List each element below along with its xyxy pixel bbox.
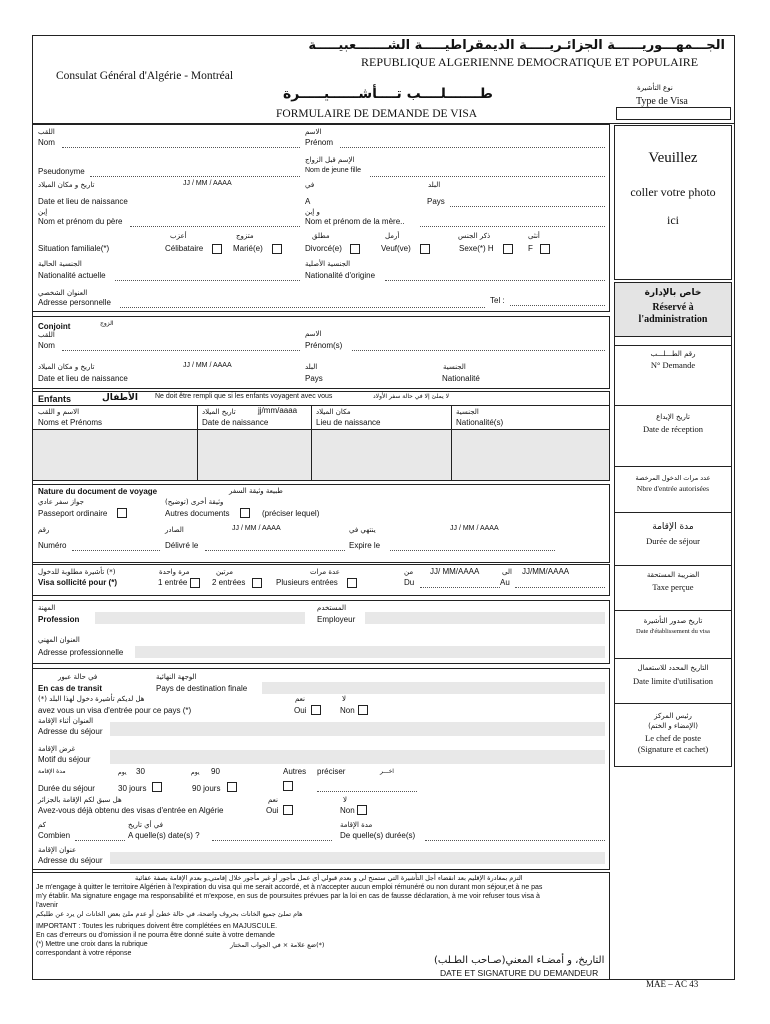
admin-sep-1 bbox=[614, 345, 732, 346]
date-lieu-label: Date et lieu de naissance bbox=[38, 197, 128, 206]
col-nat: Nationalité(s) bbox=[456, 418, 504, 427]
sexe-ar: ذكر الجنس bbox=[458, 232, 491, 240]
doc-pass: Passeport ordinaire bbox=[38, 509, 108, 518]
conjoint-nat: Nationalité bbox=[442, 374, 480, 383]
enfants-title: Enfants bbox=[38, 394, 72, 404]
conjoint-pays-ar: البلد bbox=[305, 363, 318, 371]
form-title: FORMULAIRE DE DEMANDE DE VISA bbox=[276, 108, 478, 120]
deja-label: Avez-vous déjà obtenu des visas d'entrée en Algérie bbox=[38, 806, 224, 815]
conjoint-prenom-line[interactable] bbox=[352, 350, 605, 351]
conjoint-nat-ar: الجنسية bbox=[443, 363, 466, 371]
pseudonyme-line[interactable] bbox=[90, 176, 300, 177]
jour30-ar: يوم bbox=[118, 769, 127, 776]
oui-ar: نعم bbox=[295, 695, 305, 703]
admin-duree-ar: مدة الإقامة bbox=[652, 522, 694, 532]
nat-origine-label: Nationalité d'origine bbox=[305, 271, 376, 280]
non2-label: Non bbox=[340, 806, 355, 815]
admin-ar: خاص بالإدارة bbox=[644, 288, 702, 298]
sexe-f-checkbox[interactable] bbox=[540, 244, 550, 254]
deja-ar: هل سبق لكم الإقامة بالجزائر bbox=[38, 796, 122, 804]
col-date-fmt: jj/mm/aaaa bbox=[258, 406, 298, 415]
pays-line[interactable] bbox=[450, 206, 605, 207]
important-1: IMPORTANT : Toutes les rubriques doivent être complétées en MAJUSCULE. bbox=[36, 923, 278, 930]
admin-sep-3 bbox=[614, 466, 732, 467]
combien-ar: كم bbox=[38, 821, 46, 829]
oui2-ar: نعم bbox=[268, 796, 278, 804]
visa-sollicite: Visa sollicité pour (*) bbox=[38, 578, 117, 587]
doc-num: Numéro bbox=[38, 541, 67, 550]
duree-label: Durée du séjour bbox=[38, 784, 95, 793]
admin-sep-4 bbox=[614, 512, 732, 513]
prenom-ar: الاسم bbox=[305, 128, 322, 136]
admin-recep-ar: تاريخ الإيداع bbox=[656, 413, 690, 421]
visa-une: 1 entrée bbox=[158, 578, 188, 587]
doc-preciser: (préciser lequel) bbox=[262, 509, 320, 518]
french-republic-title: REPUBLIQUE ALGERIENNE DEMOCRATIQUE ET POPULAIRE bbox=[361, 55, 699, 69]
mere-ar: و إبن bbox=[305, 208, 320, 216]
consulat-name: Consulat Général d'Algérie - Montréal bbox=[56, 70, 234, 82]
a-label: A bbox=[305, 197, 311, 206]
doc-date-fmt2: JJ / MM / AAAA bbox=[450, 525, 499, 532]
admin-taxe: Taxe perçue bbox=[652, 582, 694, 592]
nat-origine-ar: الجنسية الأصلية bbox=[305, 260, 351, 268]
motif-label: Motif du séjour bbox=[38, 755, 91, 764]
jours90: 90 jours bbox=[192, 784, 221, 793]
conjoint-prenom-ar: الاسم bbox=[305, 330, 322, 338]
conjoint-date-fmt: JJ / MM / AAAA bbox=[183, 362, 232, 369]
adresse-label: Adresse personnelle bbox=[38, 298, 111, 307]
admin-recep: Date de réception bbox=[643, 424, 703, 434]
col-noms: Noms et Prénoms bbox=[38, 418, 103, 427]
deja-non-checkbox[interactable] bbox=[357, 805, 367, 815]
visa-plus-ar: عدة مرات bbox=[310, 568, 340, 576]
adr-sejour-ar: العنوان أثناء الإقامة bbox=[38, 717, 94, 725]
divorce-label: Divorcé(e) bbox=[305, 244, 342, 253]
photo-line2: coller votre photo bbox=[630, 185, 716, 199]
nat-actuelle-label: Nationalité actuelle bbox=[38, 271, 106, 280]
admin-duree: Durée de séjour bbox=[646, 536, 700, 546]
visa-type-ar: نوع التأشيرة bbox=[637, 84, 673, 92]
marie-label: Marié(e) bbox=[233, 244, 263, 253]
celib-ar: أعزب bbox=[170, 232, 187, 240]
visa-type-field[interactable] bbox=[616, 107, 731, 120]
mere-label: Nom et prénom de la mère.. bbox=[305, 217, 405, 226]
doc-nature: Nature du document de voyage bbox=[38, 487, 158, 496]
admin-etab: Date d'établissement du visa bbox=[636, 628, 710, 635]
visa-plus: Plusieurs entrées bbox=[276, 578, 338, 587]
admin-chef2: (Signature et cachet) bbox=[637, 744, 709, 754]
employeur-field[interactable] bbox=[365, 612, 605, 624]
col-noms-ar: الاسم و اللقب bbox=[38, 408, 80, 416]
adr2-ar: عنوان الإقامة bbox=[38, 846, 77, 854]
celibataire-label: Célibataire bbox=[165, 244, 204, 253]
doc-pass-ar: جواز سفر عادي bbox=[38, 498, 84, 506]
nom-line[interactable] bbox=[62, 147, 300, 148]
engagement-ar2: هام تملئ جميع الخانات بحروف واضحة، في حالة خطئ أو عدم ملئ بعض الخانات لن يرد عن طلبكم bbox=[36, 910, 303, 918]
pseudonyme-label: Pseudonyme bbox=[38, 167, 85, 176]
visa-au: Au bbox=[500, 578, 510, 587]
combien-line[interactable] bbox=[75, 840, 125, 841]
nom-jeune-fille-label: Nom de jeune fille bbox=[305, 167, 362, 174]
q-visa: avez vous un visa d'entrée pour ce pays (*) bbox=[38, 706, 192, 715]
admin-chef-ar1: رئيس المركز bbox=[654, 712, 692, 720]
date-format: JJ / MM / AAAA bbox=[183, 180, 232, 187]
motif-ar: غرض الإقامة bbox=[38, 745, 76, 753]
doc-expire: Expire le bbox=[349, 541, 381, 550]
prof-label: Profession bbox=[38, 615, 80, 624]
doc-pass-checkbox[interactable] bbox=[117, 508, 127, 518]
visa-du: Du bbox=[404, 578, 415, 587]
jours30: 30 jours bbox=[118, 784, 147, 793]
conjoint-nom-ar: اللقب bbox=[38, 331, 55, 339]
doc-autres-checkbox[interactable] bbox=[240, 508, 250, 518]
jours30-checkbox[interactable] bbox=[152, 782, 162, 792]
visa-du-ar: من bbox=[404, 568, 414, 576]
visa-type-label: Type de Visa bbox=[636, 96, 688, 107]
conjoint-date-ar: تاريخ و مكان الميلاد bbox=[38, 363, 95, 371]
conjoint-pays: Pays bbox=[305, 374, 323, 383]
enfants-note: Ne doit être rempli que si les enfants voyagent avec vous bbox=[155, 393, 333, 400]
photo-box[interactable] bbox=[614, 125, 732, 280]
employeur-label: Employeur bbox=[317, 615, 356, 624]
enfants-sep bbox=[32, 405, 610, 406]
tel-label: Tel : bbox=[490, 296, 505, 305]
admin-sep-8 bbox=[614, 703, 732, 704]
admin-taxe-ar: الضريبة المستحقة bbox=[646, 571, 700, 579]
autre-ar: اخـــر bbox=[380, 768, 394, 775]
visa-au-fmt: JJ/MM/AAAA bbox=[522, 567, 570, 576]
transit-oui-checkbox[interactable] bbox=[311, 705, 321, 715]
fi-ar: في bbox=[305, 181, 315, 189]
deja-oui-checkbox[interactable] bbox=[283, 805, 293, 815]
admin-sep-6 bbox=[614, 610, 732, 611]
conjoint-nom: Nom bbox=[38, 341, 55, 350]
employeur-ar: المستخدم bbox=[317, 604, 347, 612]
visa-sollicite-ar: (*) تأشيرة مطلوبة للدخول bbox=[38, 568, 116, 576]
quelle-label: A quelle(s) date(s) ? bbox=[128, 831, 200, 840]
visa-plus-checkbox[interactable] bbox=[347, 578, 357, 588]
doc-autres-ar: وثيقة أخرى (توضيح) bbox=[165, 498, 224, 506]
quelle-duree-ar: مدة الإقامة bbox=[340, 821, 373, 829]
jour90-ar: يوم bbox=[191, 769, 200, 776]
sexe-h-checkbox[interactable] bbox=[503, 244, 513, 254]
important-2: En cas d'erreurs ou d'omission il ne pourra être donné suite à votre demande bbox=[36, 932, 275, 939]
form-title-ar: طـــــــلــــب تــــأشــــــيـــــرة bbox=[283, 86, 493, 102]
col-date: Date de naissance bbox=[202, 418, 269, 427]
conjoint-prenom: Prénom(s) bbox=[305, 341, 343, 350]
dest-label: Pays de destination finale bbox=[156, 684, 248, 693]
oui2-label: Oui bbox=[266, 806, 279, 815]
adr-sejour-label: Adresse du séjour bbox=[38, 727, 103, 736]
admin-chef-ar2: (الإمضاء و الختم) bbox=[648, 722, 698, 730]
preciser-label: préciser bbox=[317, 767, 346, 776]
nat-actuelle-line[interactable] bbox=[115, 280, 300, 281]
jours90-checkbox[interactable] bbox=[227, 782, 237, 792]
celibataire-checkbox[interactable] bbox=[212, 244, 222, 254]
dest-ar: الوجهة النهائية bbox=[156, 673, 197, 681]
engagement-ar: التزم بمغادرة الإقليم بعد انقضاء أجل التأشيرة التي ستمنح لي و بعدم قبولي أي عمل مأجور أو غير مأجور خلال إقامتي,و بعدم الإقامة بصفة عفائية bbox=[135, 874, 523, 882]
admin-limite: Date limite d'utilisation bbox=[633, 676, 713, 686]
doc-num-line[interactable] bbox=[72, 550, 160, 551]
veuf-label: Veuf(ve) bbox=[381, 244, 411, 253]
non2-ar: لا bbox=[343, 796, 347, 804]
adr2-label: Adresse du séjour bbox=[38, 856, 103, 865]
enfants-col-sep-2 bbox=[311, 405, 312, 481]
pere-ar: إبن bbox=[38, 208, 48, 216]
q-visa-ar: هل لديكم تأشيرة دخول لهذا البلد (*) bbox=[38, 695, 145, 703]
enfants-col-sep-3 bbox=[451, 405, 452, 481]
enfants-title-ar: الأطفال bbox=[102, 393, 138, 403]
dest-field[interactable] bbox=[262, 682, 605, 694]
conjoint-nom-line[interactable] bbox=[62, 350, 300, 351]
non-label: Non bbox=[340, 706, 355, 715]
duree-ar: مدة الإقامة bbox=[38, 768, 66, 775]
doc-autres: Autres documents bbox=[165, 509, 230, 518]
prof-field[interactable] bbox=[95, 612, 305, 624]
j30: 30 bbox=[136, 767, 145, 776]
autres-line[interactable] bbox=[317, 791, 417, 792]
col-lieu-ar: مكان الميلاد bbox=[316, 408, 351, 416]
adr-sejour-field[interactable] bbox=[110, 722, 605, 736]
adresse-ar: العنوان الشخصي bbox=[38, 289, 88, 297]
divorce-checkbox[interactable] bbox=[350, 244, 360, 254]
admin-fr2: l'administration bbox=[638, 314, 708, 325]
situation-familiale-label: Situation familiale(*) bbox=[38, 244, 110, 253]
engagement-fr1: Je m'engage à quitter le territoire Algérien à l'expiration du visa qui me serait accordé, et à n'accepter aucun emploi rémunéré ou non durant mon séjour,et à ne pas bbox=[36, 884, 543, 891]
visa-au-line[interactable] bbox=[515, 587, 605, 588]
marie-checkbox[interactable] bbox=[272, 244, 282, 254]
enfants-row-sep bbox=[32, 429, 610, 430]
visa-deux: 2 entrées bbox=[212, 578, 246, 587]
oui-label: Oui bbox=[294, 706, 307, 715]
adr-pro-ar: العنوان المهني bbox=[38, 636, 80, 644]
visa-deux-checkbox[interactable] bbox=[252, 578, 262, 588]
doc-deliv-ar: الصادر bbox=[165, 526, 184, 534]
adr2-field[interactable] bbox=[110, 852, 605, 864]
form-reference: MAE – AC 43 bbox=[646, 979, 699, 989]
nom-jeune-fille-ar: الإسم قبل الزواج bbox=[305, 156, 355, 164]
prenom-line[interactable] bbox=[340, 147, 605, 148]
admin-num: N° Demande bbox=[650, 360, 696, 370]
divorce-ar: مطلق bbox=[312, 232, 330, 240]
visa-une-ar: مرة واحدة bbox=[159, 568, 190, 576]
quelle-duree-line[interactable] bbox=[425, 840, 605, 841]
nat-origine-line[interactable] bbox=[385, 280, 605, 281]
enfants-col-sep-1 bbox=[197, 405, 198, 481]
transit-ar: في حالة عبور bbox=[58, 673, 98, 681]
admin-entrees: Nbre d'entrée autorisées bbox=[636, 484, 710, 493]
mere-line[interactable] bbox=[420, 226, 605, 227]
doc-date-fmt: JJ / MM / AAAA bbox=[232, 525, 281, 532]
transit-label: En cas de transit bbox=[38, 684, 103, 693]
f-ar: أنثى bbox=[528, 232, 540, 240]
doc-deliv-line[interactable] bbox=[205, 550, 345, 551]
signature-label: DATE ET SIGNATURE DU DEMANDEUR bbox=[440, 968, 599, 978]
admin-chef1: Le chef de poste bbox=[645, 733, 701, 743]
important-3-ar: (*)ضع علامة × في الجواب المختار bbox=[230, 941, 325, 949]
veuf-checkbox[interactable] bbox=[420, 244, 430, 254]
doc-num-ar: رقم bbox=[38, 526, 50, 534]
admin-entrees-ar: عدد مرات الدخول المرخصة bbox=[635, 474, 711, 482]
transit-non-checkbox[interactable] bbox=[358, 705, 368, 715]
date-lieu-ar: تاريخ و مكان الميلاد bbox=[38, 181, 95, 189]
important-4: correspondant à votre réponse bbox=[36, 950, 132, 957]
admin-sep-2 bbox=[614, 405, 732, 406]
col-lieu: Lieu de naissance bbox=[316, 418, 381, 427]
autres-label: Autres bbox=[283, 767, 307, 776]
doc-nature-ar: طبيعة وثيقة السفر bbox=[229, 487, 283, 495]
doc-deliv: Délivré le bbox=[165, 541, 199, 550]
sexe-f-label: F bbox=[528, 244, 533, 253]
non-ar: لا bbox=[342, 695, 346, 703]
col-date-ar: تاريخ الميلاد bbox=[202, 408, 236, 416]
visa-deux-ar: مرتين bbox=[216, 568, 234, 576]
admin-num-ar: رقم الطـــلـــب bbox=[650, 350, 696, 358]
visa-au-ar: الى bbox=[502, 568, 512, 576]
admin-sep-5 bbox=[614, 565, 732, 566]
prof-ar: المهنة bbox=[38, 604, 56, 612]
enfants-table-area[interactable] bbox=[33, 429, 609, 480]
arabic-republic-title: الجـــمهـــوريــــــة الجزائـريـــــة الديمقراطيـــــة الشـــــــعبيـــــة bbox=[308, 38, 725, 53]
veuf-ar: أرمل bbox=[385, 232, 400, 240]
autres-checkbox[interactable] bbox=[283, 781, 293, 791]
pays-label: Pays bbox=[427, 197, 445, 206]
quelle-ar: في أي تاريخ bbox=[128, 821, 163, 829]
adr-pro-label: Adresse professionnelle bbox=[38, 648, 124, 657]
pays-ar: البلد bbox=[428, 181, 441, 189]
combien-label: Combien bbox=[38, 831, 71, 840]
prenom-label: Prénom bbox=[305, 138, 334, 147]
engagement-fr2: m'y établir. Ma signature engage ma responsabilité et m'expose, en sus de poursuites prévues par la loi en cas de fausse déclaration, à me voir refuser tous visa à bbox=[36, 893, 540, 900]
important-3: (*) Mettre une croix dans la rubrique bbox=[36, 941, 148, 948]
visa-une-checkbox[interactable] bbox=[190, 578, 200, 588]
pere-line[interactable] bbox=[130, 226, 300, 227]
nom-ar: اللقب bbox=[38, 128, 55, 136]
engagement-fr3: l'avenir bbox=[36, 902, 58, 909]
photo-line1: Veuillez bbox=[648, 150, 698, 166]
col-nat-ar: الجنسية bbox=[456, 408, 479, 416]
doc-expire-ar: ينتهي في bbox=[349, 526, 376, 534]
admin-sep-7 bbox=[614, 658, 732, 659]
photo-line3: ici bbox=[667, 213, 679, 227]
conjoint-title-ar: الزوج bbox=[100, 320, 114, 327]
conjoint-title: Conjoint bbox=[38, 322, 71, 331]
pere-label: Nom et prénom du père bbox=[38, 217, 123, 226]
sexe-h-label: Sexe(*) H bbox=[459, 244, 494, 253]
admin-limite-ar: التاريخ المحدد للاستعمال bbox=[637, 664, 709, 672]
nom-jeune-fille-line[interactable] bbox=[370, 176, 605, 177]
enfants-note-ar: لا يملئ إلا في حالة سفر الأولاد bbox=[373, 393, 449, 400]
admin-etab-ar: تاريخ صدور التأشيرة bbox=[643, 617, 703, 625]
j90: 90 bbox=[211, 767, 220, 776]
signature-ar: التاريخ، و أمضـاء المعني(صـاحب الطـلب) bbox=[434, 955, 605, 966]
visa-du-line[interactable] bbox=[420, 587, 500, 588]
signature-field[interactable] bbox=[435, 952, 610, 980]
quelle-duree-label: De quelle(s) durée(s) bbox=[340, 831, 416, 840]
nat-actuelle-ar: الجنسية الحالية bbox=[38, 260, 82, 268]
tel-line[interactable] bbox=[510, 305, 605, 306]
admin-fr1: Réservé à bbox=[652, 302, 694, 313]
motif-field[interactable] bbox=[110, 750, 605, 764]
adresse-line[interactable] bbox=[120, 307, 485, 308]
marie-ar: متزوج bbox=[236, 232, 254, 240]
adr-pro-field[interactable] bbox=[135, 646, 605, 658]
nom-label: Nom bbox=[38, 138, 55, 147]
quelle-line[interactable] bbox=[212, 840, 332, 841]
visa-du-fmt: JJ/ MM/AAAA bbox=[430, 567, 480, 576]
conjoint-date: Date et lieu de naissance bbox=[38, 374, 128, 383]
doc-expire-line[interactable] bbox=[390, 550, 555, 551]
